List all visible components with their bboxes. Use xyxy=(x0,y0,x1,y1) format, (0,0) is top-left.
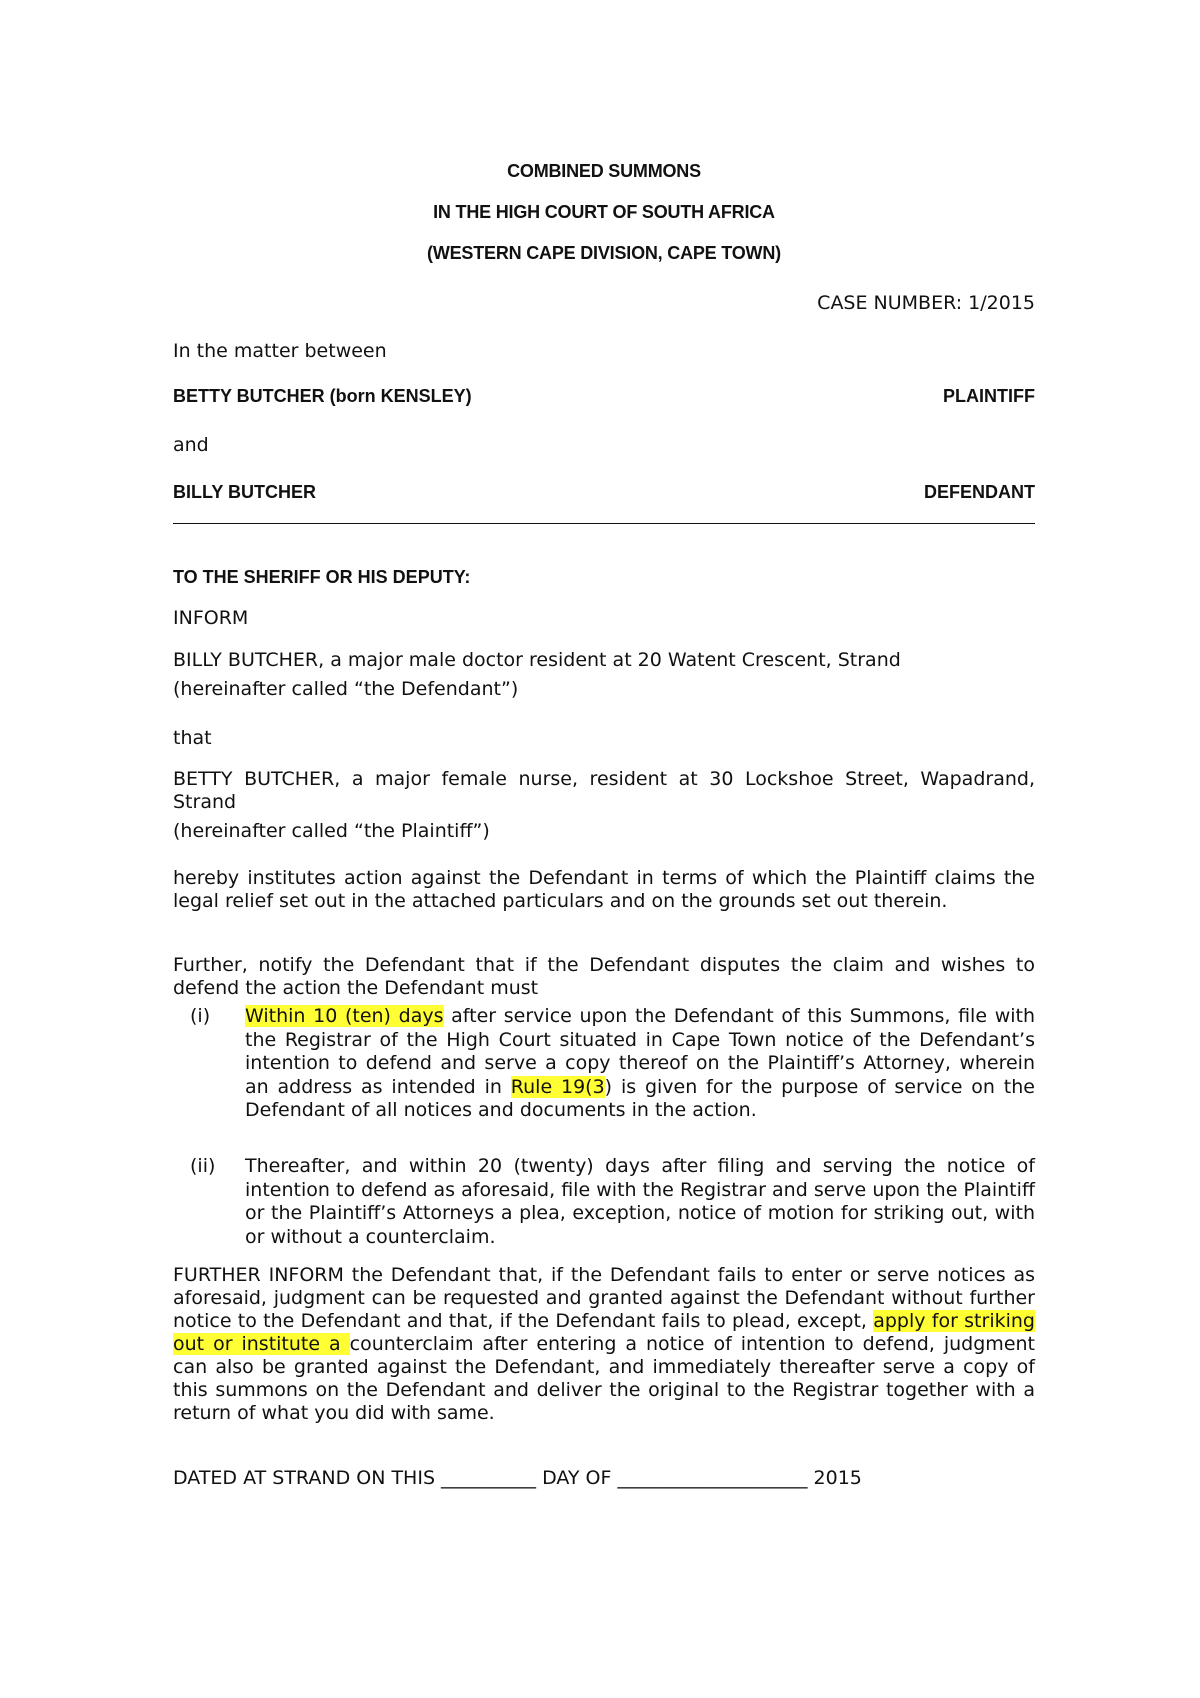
summons-page xyxy=(173,0,1035,1698)
further-inform-paragraph xyxy=(173,1264,1035,1425)
list-item-1-number: (i) xyxy=(190,1005,211,1027)
list-item-1-text xyxy=(245,1005,1035,1123)
defendant-hereinafter: (hereinafter called “the Defendant”) xyxy=(173,678,519,700)
matter-intro: In the matter between xyxy=(173,340,387,362)
court-name: IN THE HIGH COURT OF SOUTH AFRICA xyxy=(433,202,775,222)
list-item-1-part2: after service upon the Defendant of this Summons, file with the Registrar of the High Court situated in Cape Town notice of the Defendant’s intention to defend and serve a copy thereof on the Plaintiff’s Attorney, wherein an address as intended in xyxy=(245,1005,1036,1098)
and-connector: and xyxy=(173,434,209,456)
dated-line: DATED AT STRAND ON THIS __________ DAY OF ____________________ 2015 xyxy=(173,1467,862,1489)
defendant-description xyxy=(173,649,1035,701)
plaintiff-row xyxy=(173,386,1035,407)
list-item-2-number: (ii) xyxy=(190,1155,216,1177)
that-connector: that xyxy=(173,727,212,749)
highlight-within-10-days: Within 10 (ten) days xyxy=(245,1005,444,1027)
defendant-row xyxy=(173,482,1035,503)
document-title: COMBINED SUMMONS xyxy=(507,161,701,181)
plaintiff-hereinafter: (hereinafter called “the Plaintiff”) xyxy=(173,820,490,842)
defendant-label: DEFENDANT xyxy=(924,482,1035,502)
plaintiff-name: BETTY BUTCHER (born KENSLEY) xyxy=(173,386,472,406)
further-notify-paragraph: Further, notify the Defendant that if the Defendant disputes the claim and wishes to defend the action the Defendant must xyxy=(173,954,1035,999)
list-item-1-part3: ) is given for the purpose of service on the Defendant of all notices and documents in the action. xyxy=(245,1075,1035,1121)
defendant-address: BILLY BUTCHER, a major male doctor resident at 20 Watent Crescent, Strand xyxy=(173,649,901,671)
inform-label: INFORM xyxy=(173,607,249,629)
plaintiff-label: PLAINTIFF xyxy=(943,386,1035,406)
list-item-2-text: Thereafter, and within 20 (twenty) days after filing and serving the notice of intention to defend as aforesaid, file with the Registrar and serve upon the Plaintiff or the Plaintiff’s Attorneys a plea, exception, notice of motion for striking out, with or without a counterclaim. xyxy=(245,1155,1035,1248)
plaintiff-description xyxy=(173,768,1035,843)
case-number: CASE NUMBER: 1/2015 xyxy=(817,292,1035,314)
sheriff-heading: TO THE SHERIFF OR HIS DEPUTY: xyxy=(173,567,471,587)
further-inform-part1: FURTHER INFORM the Defendant that, if the Defendant fails to enter or serve notices as aforesaid, judgment can be requested and granted against the Defendant without further notice to the Defendant and that, if the Defendant fails to plead, except, xyxy=(173,1264,1035,1332)
highlight-rule-19: Rule 19(3 xyxy=(510,1075,605,1098)
plaintiff-address: BETTY BUTCHER, a major female nurse, resident at 30 Lockshoe Street, Wapadrand, Strand xyxy=(173,768,1035,813)
defendant-name: BILLY BUTCHER xyxy=(173,482,317,502)
court-division: (WESTERN CAPE DIVISION, CAPE TOWN) xyxy=(427,243,781,263)
divider-line xyxy=(173,523,1035,524)
institutes-paragraph: hereby institutes action against the Defendant in terms of which the Plaintiff claims the legal relief set out in the attached particulars and on the grounds set out therein. xyxy=(173,867,1035,912)
further-inform-part2: counterclaim after entering a notice of intention to defend, judgment can also be granted against the Defendant, and immediately thereafter serve a copy of this summons on the Defendant and deliver the original to the Registrar together with a return of what you did with same. xyxy=(173,1333,1035,1424)
highlight-apply-for-striking: apply for striking out or institute a xyxy=(173,1310,1035,1355)
